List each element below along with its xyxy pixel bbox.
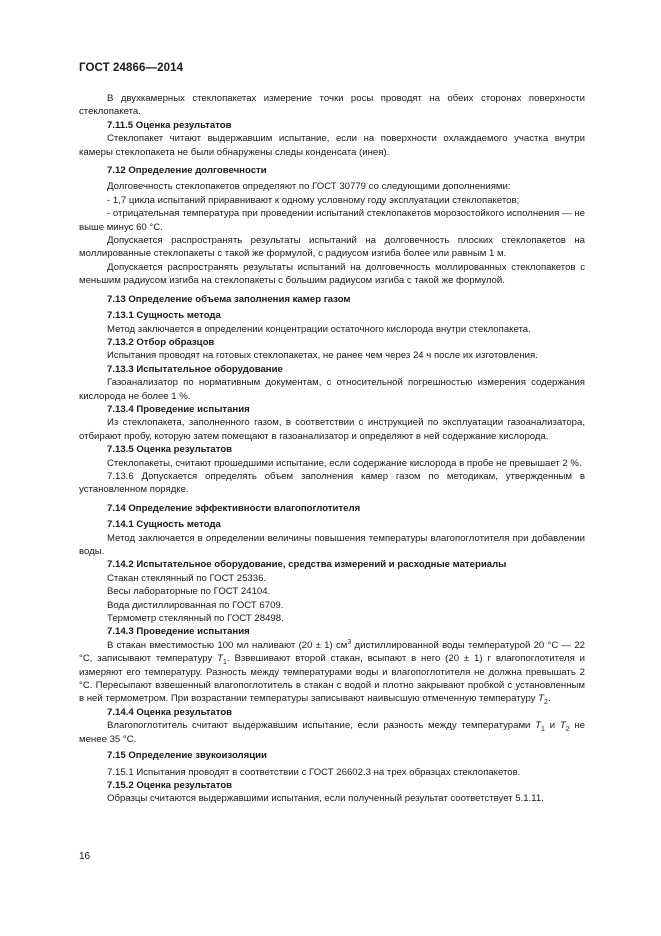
subscript: 2 bbox=[544, 699, 548, 707]
text-run: и bbox=[544, 720, 560, 732]
section-heading-7-14-3: 7.14.3 Проведение испытания bbox=[107, 626, 250, 638]
paragraph: 7.13.6 Допускается определять объем заполнения камер газом по методикам, утвержденным в установленном порядке. bbox=[79, 470, 585, 496]
section-heading-7-14-1: 7.14.1 Сущность метода bbox=[107, 519, 221, 531]
paragraph: Допускается распространять результаты испытаний на долговечность плоских стеклопакетов на моллированные стеклопакеты с такой же формулой, с радиусом изгиба более или равным 1 м. bbox=[79, 235, 585, 260]
symbol-T: T bbox=[538, 693, 545, 705]
symbol-T: T bbox=[217, 653, 224, 665]
list-item: - 1,7 цикла испытаний приравнивают к одному условному году эксплуатации стеклопакетов; bbox=[107, 194, 520, 206]
paragraph-procedure bbox=[79, 639, 585, 706]
section-heading-7-15: 7.15 Определение звукоизоляции bbox=[107, 750, 267, 762]
text-run: не менее 35 °С. bbox=[79, 720, 585, 745]
document-header: ГОСТ 24866—2014 bbox=[79, 62, 184, 74]
paragraph: Газоанализатор по нормативным документам, с относительной погрешностью измерения содержания кислорода не более 1 %. bbox=[79, 377, 585, 402]
list-item: - отрицательная температура при проведении испытаний стеклопакетов морозостойкого исполнения — не выше минус 60 °С. bbox=[79, 208, 585, 233]
section-heading-7-11-5: 7.11.5 Оценка результатов bbox=[107, 119, 232, 131]
section-heading-7-15-2: 7.15.2 Оценка результатов bbox=[107, 779, 233, 791]
text-run: В стакан вместимостью 100 мл наливают (20 ± 1) см bbox=[107, 639, 348, 651]
section-heading-7-12: 7.12 Определение долговечности bbox=[107, 165, 267, 177]
paragraph: Испытания проводят на готовых стеклопакетах, не ранее чем через 24 ч после их изготовления. bbox=[107, 350, 538, 362]
subscript: 2 bbox=[565, 726, 570, 734]
paragraph: Долговечность стеклопакетов определяют по ГОСТ 30779 со следующими дополнениями: bbox=[107, 181, 511, 193]
paragraph: Весы лабораторные по ГОСТ 24104. bbox=[107, 586, 271, 598]
paragraph: Вода дистиллированная по ГОСТ 6709. bbox=[107, 599, 284, 611]
document-page bbox=[79, 62, 585, 806]
section-heading-7-14-4: 7.14.4 Оценка результатов bbox=[107, 706, 233, 718]
superscript: 3 bbox=[347, 638, 352, 646]
paragraph: Из стеклопакета, заполненного газом, в соответствии с инструкцией по эксплуатации газоанализатора, отбирают пробу, которую затем помещают в газоанализатор и определяют в ней содержание кислорода. bbox=[79, 417, 585, 442]
symbol-T: T bbox=[559, 720, 566, 732]
text-run: дистиллированной воды температурой 20 °С — 22 °С, записывают температуру bbox=[79, 639, 585, 665]
section-heading-7-13-3: 7.13.3 Испытательное оборудование bbox=[107, 363, 283, 375]
paragraph: Стеклопакет читают выдержавшим испытание, если на поверхности охлаждаемого участка внутри камеры стеклопакета не были обнаружены следы конденсата (инея). bbox=[79, 133, 585, 158]
section-heading-7-13: 7.13 Определение объема заполнения камер газом bbox=[107, 293, 351, 305]
section-heading-7-14-2: 7.14.2 Испытательное оборудование, средства измерений и расходные материалы bbox=[107, 559, 507, 571]
section-heading-7-13-1: 7.13.1 Сущность метода bbox=[107, 310, 221, 322]
section-heading-7-13-4: 7.13.4 Проведение испытания bbox=[107, 403, 250, 415]
paragraph: Метод заключается в определении величины повышения температуры влагопоглотителя при добавлении воды. bbox=[79, 532, 585, 557]
paragraph-evaluation bbox=[79, 719, 585, 746]
paragraph: Стакан стеклянный по ГОСТ 25336. bbox=[107, 572, 267, 584]
subscript: 1 bbox=[541, 726, 545, 734]
paragraph: Допускается распространять результаты испытаний на долговечность моллированных стеклопакетов с меньшим радиусом изгиба на стеклопакеты с большим радиусом изгиба с такой же формулой. bbox=[79, 261, 585, 287]
document-body bbox=[79, 92, 585, 806]
paragraph: 7.15.1 Испытания проводят в соответствии с ГОСТ 26602.3 на трех образцах стеклопакетов. bbox=[107, 766, 521, 778]
subscript: 1 bbox=[223, 659, 227, 667]
text-run: . Взвешивают второй стакан, всыпают в него (20 ± 1) г влагопоглотителя и измеряют его температуру. Разность между температурами воды и влагопоглотителя не должна превышать 2 °С. Пересыпают взвешенный влагопоглотитель в стакан с водой и плотно закрывают пробкой с установленным в ней термометром. При возрастании температуры записывают наивысшую отмеченную температуру bbox=[79, 653, 585, 705]
paragraph: Образцы считаются выдержавшими испытания, если полученный результат соответствует 5.1.11. bbox=[107, 793, 544, 805]
symbol-T: T bbox=[535, 720, 542, 732]
page-number: 16 bbox=[79, 851, 91, 862]
section-heading-7-13-5: 7.13.5 Оценка результатов bbox=[107, 444, 233, 456]
paragraph: В двухкамерных стеклопакетах измерение точки росы проводят на обеих сторонах поверхности стеклопакета. bbox=[79, 93, 585, 118]
text-run: Влагопоглотитель считают выдержавшим испытание, если разность между температурами bbox=[107, 720, 536, 732]
section-heading-7-13-2: 7.13.2 Отбор образцов bbox=[107, 336, 215, 348]
paragraph: Метод заключается в определении концентрации остаточного кислорода внутри стеклопакета. bbox=[107, 323, 531, 335]
text-run: . bbox=[547, 693, 551, 705]
paragraph: Стеклопакеты, считают прошедшими испытание, если содержание кислорода в пробе не превышает 2 %. bbox=[107, 457, 582, 469]
paragraph: Термометр стеклянный по ГОСТ 28498. bbox=[107, 613, 284, 625]
section-heading-7-14: 7.14 Определение эффективности влагопоглотителя bbox=[107, 502, 361, 514]
